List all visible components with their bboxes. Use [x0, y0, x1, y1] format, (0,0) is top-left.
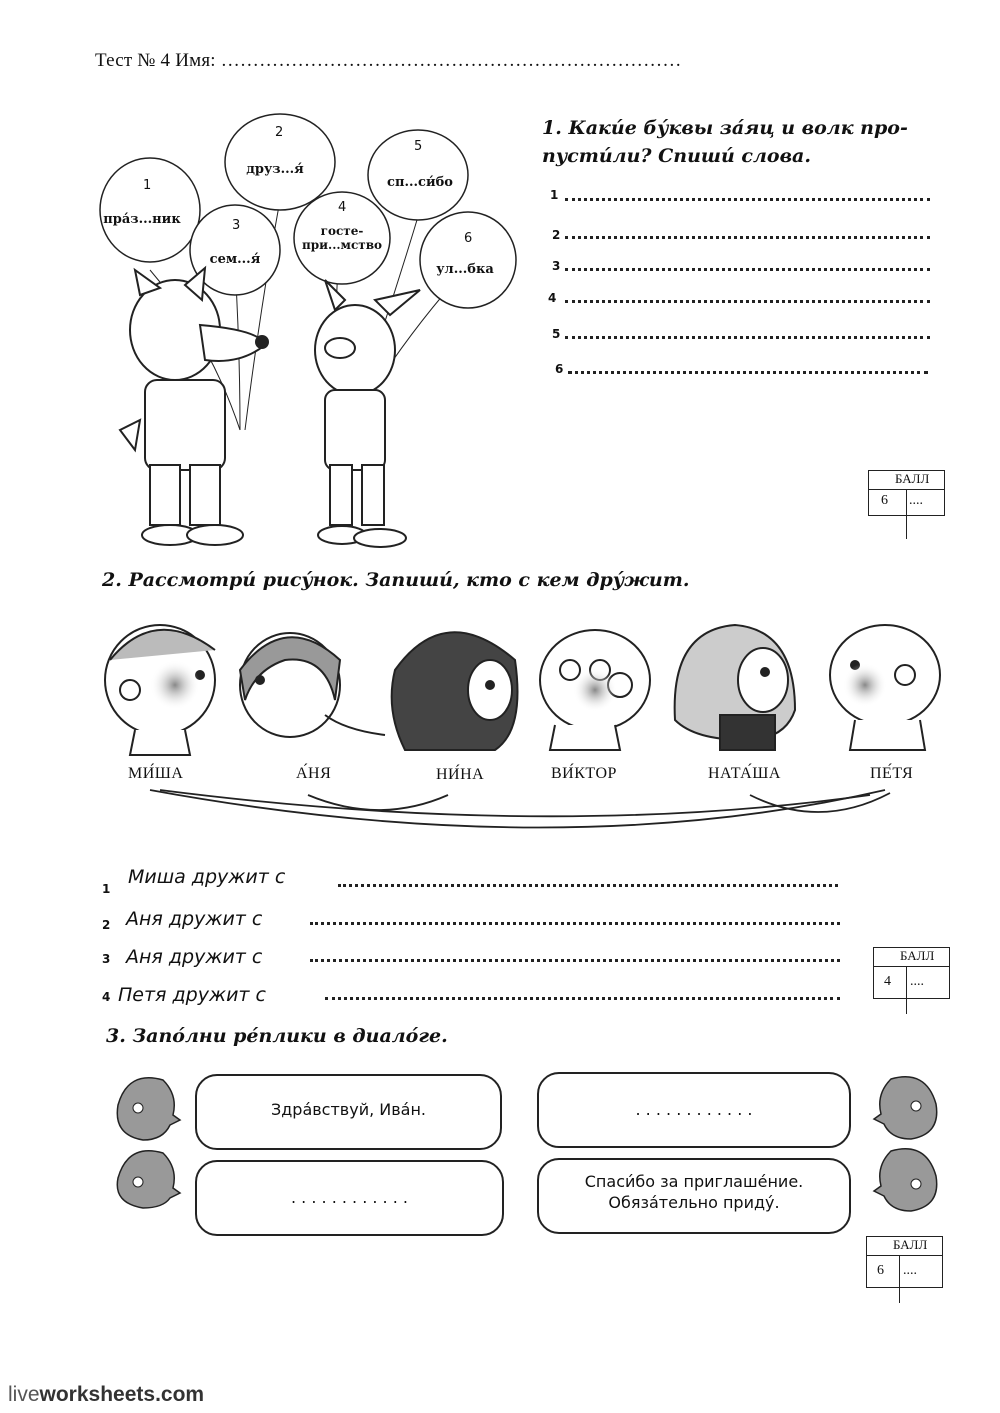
- line-number-1: 1: [550, 188, 559, 202]
- score-input[interactable]: ....: [903, 1263, 917, 1278]
- balloon-number-1: 1: [143, 178, 152, 193]
- balloon-word-5: сп...си́бо: [387, 175, 453, 190]
- answer-line-3[interactable]: [565, 268, 930, 271]
- task3-score-box: [866, 1236, 943, 1288]
- balloon-word-4: госте-при...мство: [301, 224, 383, 252]
- line-number-5: 5: [552, 327, 561, 341]
- children-heads-illustration: [95, 610, 955, 760]
- sentence-1: Миша дружит с: [128, 866, 286, 888]
- dialog-bubble-1: [195, 1074, 502, 1150]
- sentence-2: Аня дружит с: [126, 908, 263, 930]
- answer-line-5[interactable]: [565, 336, 930, 339]
- score-label: БАЛЛ: [893, 1237, 928, 1252]
- logo-tld: .com: [155, 1383, 205, 1406]
- balloon-word-3: сем...я́: [209, 252, 261, 267]
- task2-score-box: [873, 947, 950, 999]
- dialog-text-1: Здра́вствуй, Ива́н.: [270, 1100, 427, 1119]
- balloon-number-6: 6: [464, 231, 473, 246]
- line-number-6: 6: [555, 362, 564, 376]
- balloon-word-1: пра́з...ник: [103, 212, 181, 227]
- sentence-answer-line-3[interactable]: [310, 959, 840, 962]
- sentence-number-2: 2: [102, 918, 111, 932]
- dialog-blank-3[interactable]: . . . . . . . . . . . .: [291, 1188, 408, 1207]
- sentence-number-4: 4: [102, 990, 111, 1004]
- score-input[interactable]: ....: [910, 974, 924, 989]
- answer-line-1[interactable]: [565, 198, 930, 201]
- line-number-2: 2: [552, 228, 561, 242]
- right-speaker-heads: [866, 1064, 946, 1214]
- answer-line-2[interactable]: [565, 236, 930, 239]
- score-input[interactable]: ....: [909, 493, 923, 508]
- logo-live: live: [8, 1383, 40, 1406]
- sentence-answer-line-2[interactable]: [310, 922, 840, 925]
- balloon-word-2: друз...я́: [246, 162, 304, 177]
- sentence-number-1: 1: [102, 882, 111, 896]
- dialog-blank-2[interactable]: . . . . . . . . . . . .: [635, 1100, 753, 1119]
- line-number-3: 3: [552, 259, 561, 273]
- score-label: БАЛЛ: [900, 948, 935, 963]
- dialog-bubble-4: [537, 1158, 851, 1234]
- friendship-arcs: [130, 785, 930, 845]
- dialog-bubble-2[interactable]: [537, 1072, 851, 1148]
- balloon-number-5: 5: [414, 139, 423, 154]
- logo-worksheets: worksheets: [39, 1383, 156, 1406]
- sentence-3: Аня дружит с: [126, 946, 263, 968]
- answer-line-6[interactable]: [568, 371, 928, 374]
- test-header: Тест № 4 Имя: ………………………………………………………………: [95, 50, 682, 71]
- dialog-text-4-line1: Спаси́бо за приглаше́ние.: [584, 1172, 804, 1191]
- name-anya: А́НЯ: [296, 765, 332, 782]
- balloon-number-3: 3: [232, 218, 241, 233]
- name-viktor: ВИ́КТОР: [551, 765, 617, 782]
- sentence-number-3: 3: [102, 952, 111, 966]
- balloon-number-2: 2: [275, 125, 284, 140]
- sentence-4: Петя дружит с: [118, 984, 266, 1006]
- task1-title: 1. Каки́е бу́квы за́яц и волк про-пусти́ли? Спиши́ слова.: [542, 117, 908, 167]
- sentence-answer-line-1[interactable]: [338, 884, 838, 887]
- balloon-word-6: ул...бка: [436, 262, 494, 277]
- name-natasha: НАТА́ША: [708, 765, 781, 782]
- sentence-answer-line-4[interactable]: [325, 997, 840, 1000]
- task2-title: 2. Рассмотри́ рису́нок. Запиши́, кто с кем дру́жит.: [102, 569, 690, 591]
- balloon-number-4: 4: [338, 200, 347, 215]
- left-speaker-heads: [108, 1070, 188, 1210]
- task3-title: 3. Запо́лни ре́плики в диало́ге.: [106, 1025, 448, 1047]
- dialog-text-4-line2: Обяза́тельно приду́.: [608, 1193, 780, 1212]
- name-misha: МИ́ША: [128, 765, 184, 782]
- score-max: 6: [881, 493, 888, 508]
- line-number-4: 4: [548, 291, 557, 305]
- score-label: БАЛЛ: [895, 471, 930, 486]
- score-max: 4: [884, 974, 891, 989]
- name-petya: ПЕ́ТЯ: [870, 765, 914, 782]
- dialog-bubble-3[interactable]: [195, 1160, 504, 1236]
- score-max: 6: [877, 1263, 884, 1278]
- answer-line-4[interactable]: [565, 300, 930, 303]
- task1-score-box: [868, 470, 945, 516]
- liveworksheets-logo[interactable]: [8, 1383, 204, 1407]
- name-nina: НИ́НА: [436, 766, 485, 783]
